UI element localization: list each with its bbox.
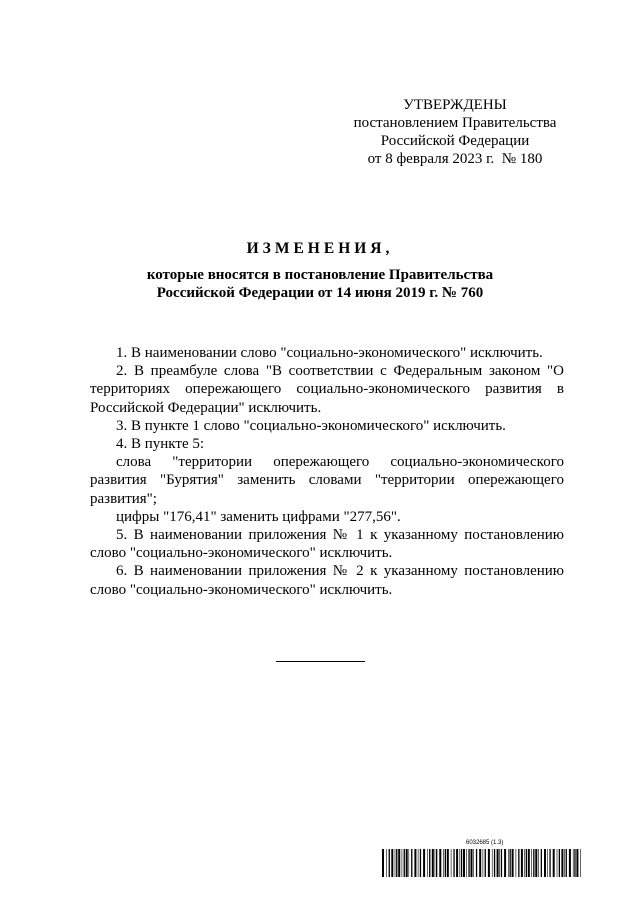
- paragraph-4-figures: цифры "176,41" заменить цифрами "277,56".: [116, 508, 401, 525]
- barcode-image: [382, 849, 582, 877]
- subtitle-line-2: Российской Федерации от 14 июня 2019 г. № 760: [156, 285, 484, 301]
- barcode-label: 6032685 (1.3): [466, 840, 504, 846]
- paragraph-6: 6. В наименовании приложения № 2 к указанному постановлению слово "социально-экономического" исключить.: [90, 563, 564, 598]
- paragraph-4: 4. В пункте 5:: [116, 436, 205, 453]
- paragraph-5: 5. В наименовании приложения № 1 к указанному постановлению слово "социально-экономического" исключить.: [90, 527, 564, 562]
- approval-stamp: [330, 96, 580, 168]
- paragraph-1: 1. В наименовании слово "социально-экономического" исключить.: [116, 345, 543, 361]
- document-subtitle: [0, 266, 640, 302]
- approval-date-number: от 8 февраля 2023 г. № 180: [367, 151, 543, 167]
- end-divider: [276, 661, 365, 662]
- approval-heading: УТВЕРЖДЕНЫ: [403, 97, 507, 113]
- approval-line-3: Российской Федерации: [380, 133, 530, 149]
- document-body: [90, 344, 564, 599]
- subtitle-line-1: которые вносятся в постановление Правительства: [146, 267, 494, 283]
- paragraph-2: 2. В преамбуле слова "В соответствии с Федеральным законом "О территориях опережающего социально-экономического развития в Российской Федерации" исключить.: [90, 363, 564, 416]
- approval-line-2: постановлением Правительства: [353, 115, 557, 131]
- paragraph-3: 3. В пункте 1 слово "социально-экономического" исключить.: [116, 417, 506, 434]
- document-title: ИЗМЕНЕНИЯ,: [246, 240, 394, 257]
- paragraph-4-words: слова "территории опережающего социально-экономического развития "Бурятия" заменить словами "территории опережающего развития";: [90, 454, 564, 507]
